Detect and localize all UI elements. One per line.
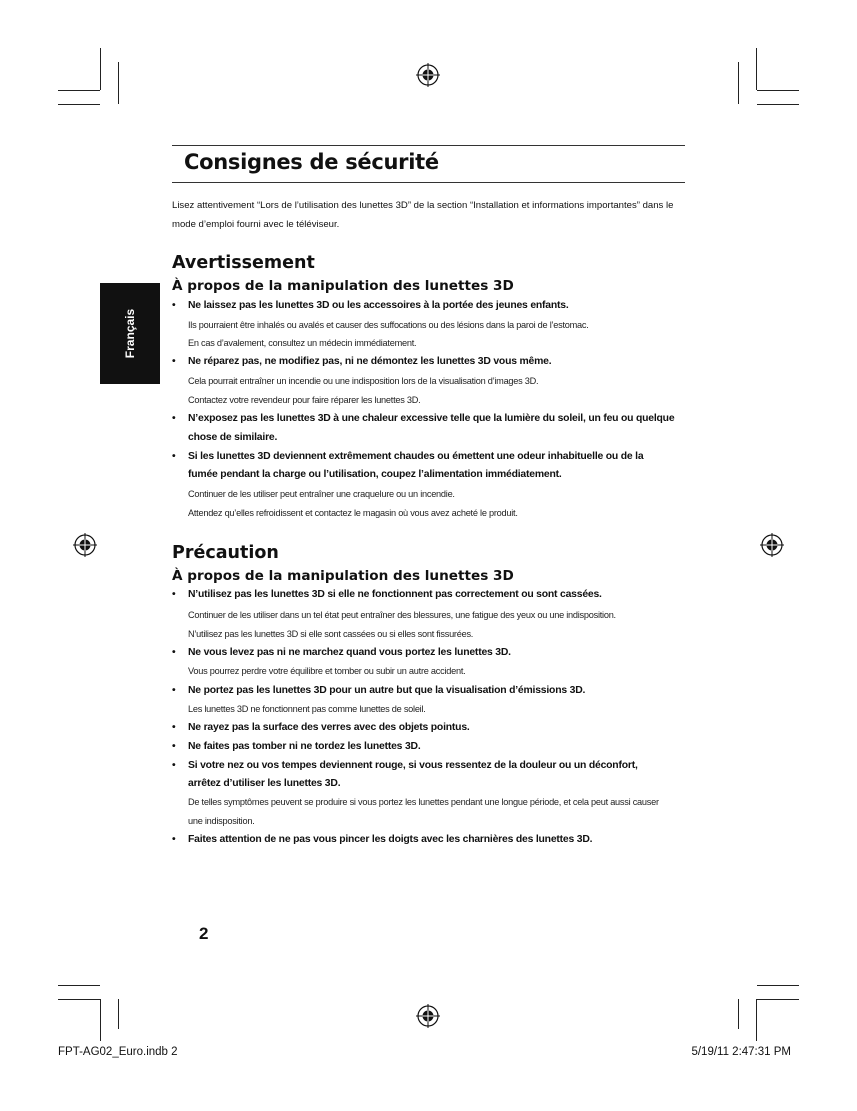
crop-mark bbox=[757, 90, 799, 91]
crop-mark bbox=[738, 62, 739, 104]
registration-mark-icon bbox=[73, 533, 97, 557]
caution-item-note: De telles symptômes peuvent se produire si vous portez les lunettes pendant une longue période, et cela peut aussi causer bbox=[188, 797, 659, 807]
page-title: Consignes de sécurité bbox=[184, 150, 439, 174]
caution-heading: Précaution bbox=[172, 543, 279, 563]
caution-item-bold: N’utilisez pas les lunettes 3D si elle ne fonctionnent pas correctement ou sont cassées. bbox=[188, 589, 602, 600]
intro-paragraph bbox=[172, 196, 692, 234]
crop-mark bbox=[118, 999, 119, 1029]
footer-file-info: FPT-AG02_Euro.indb 2 bbox=[58, 1046, 178, 1058]
intro-line: mode d’emploi fourni avec le téléviseur. bbox=[172, 219, 340, 230]
warning-item-bold: chose de similaire. bbox=[188, 432, 278, 443]
caution-item-note: Continuer de les utiliser dans un tel état peut entraîner des blessures, une fatigue des yeux ou une indisposition. bbox=[188, 610, 616, 620]
warning-item-note: Attendez qu’elles refroidissent et contactez le magasin où vous avez acheté le produit. bbox=[188, 508, 518, 518]
registration-mark-icon bbox=[416, 1004, 440, 1028]
crop-mark bbox=[738, 999, 739, 1029]
caution-item-note: Les lunettes 3D ne fonctionnent pas comme lunettes de soleil. bbox=[188, 704, 426, 714]
crop-mark bbox=[756, 999, 757, 1041]
bullet: • bbox=[172, 760, 176, 771]
crop-mark bbox=[757, 985, 799, 986]
bullet: • bbox=[172, 413, 176, 424]
warning-item-bold: Ne réparez pas, ne modifiez pas, ni ne démontez les lunettes 3D vous même. bbox=[188, 356, 552, 367]
warning-item-note: Ils pourraient être inhalés ou avalés et causer des suffocations ou des lésions dans la paroi de l’estomac. bbox=[188, 320, 589, 330]
caution-item-bold: Ne faites pas tomber ni ne tordez les lunettes 3D. bbox=[188, 741, 421, 752]
caution-item-bold: Ne vous levez pas ni ne marchez quand vous portez les lunettes 3D. bbox=[188, 647, 511, 658]
warning-item-note: Cela pourrait entraîner un incendie ou une indisposition lors de la visualisation d’images 3D. bbox=[188, 376, 539, 386]
caution-item-bold: Ne portez pas les lunettes 3D pour un autre but que la visualisation d’émissions 3D. bbox=[188, 685, 586, 696]
warning-item-bold: N’exposez pas les lunettes 3D à une chaleur excessive telle que la lumière du soleil, un feu ou quelque bbox=[188, 413, 675, 424]
page-number: 2 bbox=[199, 924, 209, 943]
crop-mark bbox=[58, 985, 100, 986]
bullet: • bbox=[172, 741, 176, 752]
warning-subheading: À propos de la manipulation des lunettes 3D bbox=[172, 278, 514, 294]
bullet: • bbox=[172, 300, 176, 311]
crop-mark bbox=[100, 999, 101, 1041]
warning-item-bold: Ne laissez pas les lunettes 3D ou les accessoires à la portée des jeunes enfants. bbox=[188, 300, 569, 311]
warning-item-bold: Si les lunettes 3D deviennent extrêmement chaudes ou émettent une odeur inhabituelle ou de la bbox=[188, 451, 644, 462]
caution-subheading: À propos de la manipulation des lunettes 3D bbox=[172, 568, 514, 584]
caution-item-note: N’utilisez pas les lunettes 3D si elle sont cassées ou si elles sont fissurées. bbox=[188, 629, 474, 639]
bullet: • bbox=[172, 589, 176, 600]
intro-line: Lisez attentivement “Lors de l’utilisation des lunettes 3D” de la section “Installation et informations importantes” dans le bbox=[172, 200, 674, 211]
registration-mark-icon bbox=[760, 533, 784, 557]
crop-mark bbox=[100, 48, 101, 90]
warning-item-note: Contactez votre revendeur pour faire réparer les lunettes 3D. bbox=[188, 395, 421, 405]
crop-mark bbox=[757, 104, 799, 105]
crop-mark bbox=[58, 90, 100, 91]
warning-heading: Avertissement bbox=[172, 253, 315, 273]
bullet: • bbox=[172, 356, 176, 367]
caution-item-note: une indisposition. bbox=[188, 816, 255, 826]
language-tab bbox=[100, 283, 160, 384]
caution-item-bold: Si votre nez ou vos tempes deviennent rouge, si vous ressentez de la douleur ou un déconfort, bbox=[188, 760, 638, 771]
caution-item-bold: Faites attention de ne pas vous pincer les doigts avec les charnières des lunettes 3D. bbox=[188, 834, 593, 845]
warning-item-note: En cas d’avalement, consultez un médecin immédiatement. bbox=[188, 338, 417, 348]
caution-item-bold: arrêtez d’utiliser les lunettes 3D. bbox=[188, 778, 341, 789]
warning-item-bold: fumée pendant la charge ou l’utilisation, coupez l’alimentation immédiatement. bbox=[188, 469, 562, 480]
bullet: • bbox=[172, 834, 176, 845]
caution-item-note: Vous pourrez perdre votre équilibre et tomber ou subir un autre accident. bbox=[188, 666, 466, 676]
crop-mark bbox=[58, 999, 100, 1000]
crop-mark bbox=[756, 48, 757, 90]
bullet: • bbox=[172, 451, 176, 462]
bullet: • bbox=[172, 722, 176, 733]
bullet: • bbox=[172, 685, 176, 696]
warning-item-note: Continuer de les utiliser peut entraîner une craquelure ou un incendie. bbox=[188, 489, 455, 499]
language-tab-label: Français bbox=[123, 308, 137, 359]
registration-mark-icon bbox=[416, 63, 440, 87]
crop-mark bbox=[118, 62, 119, 104]
footer-timestamp: 5/19/11 2:47:31 PM bbox=[691, 1046, 791, 1058]
crop-mark bbox=[58, 104, 100, 105]
bullet: • bbox=[172, 647, 176, 658]
crop-mark bbox=[757, 999, 799, 1000]
title-box bbox=[172, 145, 685, 183]
caution-item-bold: Ne rayez pas la surface des verres avec des objets pointus. bbox=[188, 722, 470, 733]
